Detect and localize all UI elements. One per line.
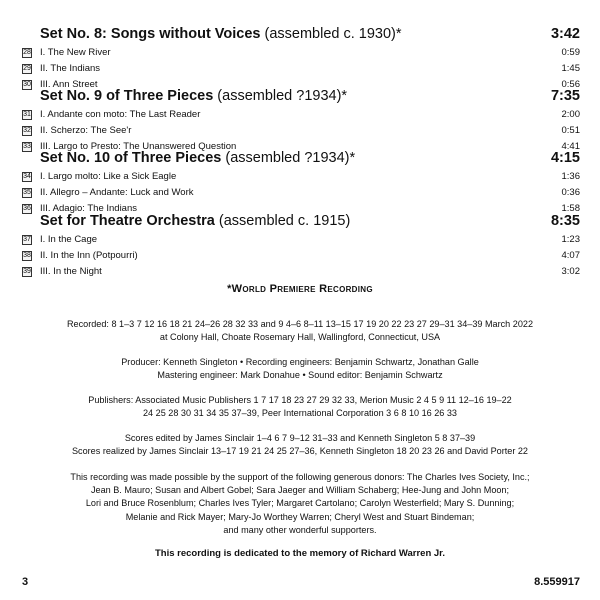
track-title: III. Ann Street <box>40 79 98 90</box>
production-credits <box>20 356 580 382</box>
set-title <box>40 26 402 42</box>
track-set <box>22 26 582 93</box>
track-number-icon: 28 <box>23 49 31 56</box>
track-set <box>22 213 582 280</box>
track-number-icon: 35 <box>23 189 31 196</box>
set-name: Set No. 8: Songs without Voices <box>40 26 261 42</box>
track-row <box>22 123 582 139</box>
donors-line-3: Lori and Bruce Rosenblum; Charles Ives Tyler; Margaret Cartolano; Carolyn Westerfield; Mary S. Dunning; <box>85 498 515 509</box>
track-number-icon: 34 <box>23 173 31 180</box>
donors-info <box>20 471 580 537</box>
donors-line-4: Melanie and Rick Mayer; Mary-Jo Worthey Warren; Cheryl West and Stuart Bindeman; <box>125 511 475 522</box>
track-row <box>22 61 582 77</box>
publishers-line-1: Publishers: Associated Music Publishers 1 7 17 18 23 27 29 32 33, Merion Music 2 4 5 9 11 12–16 19–22 <box>88 395 512 405</box>
set-header <box>22 150 582 169</box>
track-duration: 4:41 <box>561 141 580 152</box>
set-header <box>22 26 582 45</box>
set-subtitle: (assembled ?1934)* <box>217 88 348 104</box>
track-row <box>22 248 582 264</box>
track-row <box>22 264 582 280</box>
donors-line-2: Jean B. Mauro; Susan and Albert Gobel; Sara Jaeger and William Schaberg; Hee-Jung and John Moon; <box>90 485 510 496</box>
track-duration: 1:45 <box>561 63 580 74</box>
set-header <box>22 213 582 232</box>
set-duration: 8:35 <box>550 213 580 229</box>
set-subtitle: (assembled c. 1915) <box>218 213 351 229</box>
set-name: Set for Theatre Orchestra <box>40 213 215 229</box>
track-duration: 3:02 <box>561 266 580 277</box>
track-duration: 0:36 <box>561 187 580 198</box>
track-row <box>22 185 582 201</box>
scores-info <box>20 432 580 458</box>
set-title <box>40 88 347 104</box>
set-subtitle: (assembled ?1934)* <box>225 150 356 166</box>
catalogue-number: 8.559917 <box>534 576 580 588</box>
set-header <box>22 88 582 107</box>
premiere-note: *World Premiere Recording <box>227 283 373 295</box>
track-title: III. Adagio: The Indians <box>40 203 138 214</box>
track-number-icon: 29 <box>23 65 31 72</box>
recorded-venue: at Colony Hall, Choate Rosemary Hall, Wallingford, Connecticut, USA <box>159 332 441 343</box>
track-title: I. In the Cage <box>40 234 98 245</box>
track-number-icon: 37 <box>23 236 31 243</box>
track-duration: 0:59 <box>561 47 580 58</box>
track-number-icon: 38 <box>23 252 31 259</box>
track-title: I. Largo molto: Like a Sick Eagle <box>40 171 177 182</box>
track-number-icon: 36 <box>23 205 31 212</box>
set-name: Set No. 9 of Three Pieces <box>40 88 214 104</box>
track-row <box>22 107 582 123</box>
recorded-dates: Recorded: 8 1–3 7 12 16 18 21 24–26 28 32 33 and 9 4–6 8–11 13–15 17 19 20 22 23 27 29–31 34–39 March 2022 <box>66 319 534 329</box>
track-duration: 1:58 <box>561 203 580 214</box>
track-duration: 0:51 <box>561 125 580 136</box>
publishers-line-2: 24 25 28 30 31 34 35 37–39, Peer International Corporation 3 6 8 10 16 26 33 <box>143 408 457 419</box>
set-subtitle: (assembled c. 1930)* <box>264 26 402 42</box>
track-title: III. In the Night <box>40 266 102 277</box>
track-duration: 2:00 <box>561 109 580 120</box>
track-duration: 1:36 <box>561 171 580 182</box>
set-name: Set No. 10 of Three Pieces <box>40 150 222 166</box>
track-title: II. In the Inn (Potpourri) <box>40 250 138 261</box>
publishers-info <box>20 394 580 420</box>
set-duration: 7:35 <box>550 88 580 104</box>
track-row <box>22 169 582 185</box>
track-title: III. Largo to Presto: The Unanswered Question <box>40 141 237 152</box>
mastering-line: Mastering engineer: Mark Donahue • Sound editor: Benjamin Schwartz <box>157 370 443 381</box>
producer-line: Producer: Kenneth Singleton • Recording engineers: Benjamin Schwartz, Jonathan Galle <box>121 357 479 367</box>
dedication: This recording is dedicated to the memory of Richard Warren Jr. <box>155 548 445 559</box>
recording-info <box>20 318 580 344</box>
track-set <box>22 88 582 155</box>
track-number-icon: 33 <box>23 143 31 150</box>
track-number-icon: 31 <box>23 111 31 118</box>
track-title: II. Scherzo: The See'r <box>40 125 132 136</box>
track-duration: 4:07 <box>561 250 580 261</box>
page-number: 3 <box>22 576 29 588</box>
track-title: II. The Indians <box>40 63 101 74</box>
track-row <box>22 45 582 61</box>
scores-realized-line: Scores realized by James Sinclair 13–17 19 21 24 25 27–36, Kenneth Singleton 18 20 23 26 and David Porter 22 <box>71 446 528 457</box>
track-set <box>22 150 582 217</box>
track-title: I. The New River <box>40 47 111 58</box>
track-number-icon: 30 <box>23 81 31 88</box>
set-duration: 3:42 <box>550 26 580 42</box>
track-row <box>22 232 582 248</box>
donors-line-5: and many other wonderful supporters. <box>223 524 377 535</box>
track-title: I. Andante con moto: The Last Reader <box>40 109 201 120</box>
track-duration: 0:56 <box>561 79 580 90</box>
scores-edited-line: Scores edited by James Sinclair 1–4 6 7 9–12 31–33 and Kenneth Singleton 5 8 37–39 <box>124 433 476 443</box>
set-title <box>40 150 355 166</box>
track-title: II. Allegro – Andante: Luck and Work <box>40 187 194 198</box>
track-duration: 1:23 <box>561 234 580 245</box>
set-duration: 4:15 <box>550 150 580 166</box>
track-number-icon: 32 <box>23 127 31 134</box>
track-number-icon: 39 <box>23 268 31 275</box>
donors-line-1: This recording was made possible by the support of the following generous donors: The Charles Ives Society, Inc.; <box>70 472 530 482</box>
set-title <box>40 213 350 229</box>
